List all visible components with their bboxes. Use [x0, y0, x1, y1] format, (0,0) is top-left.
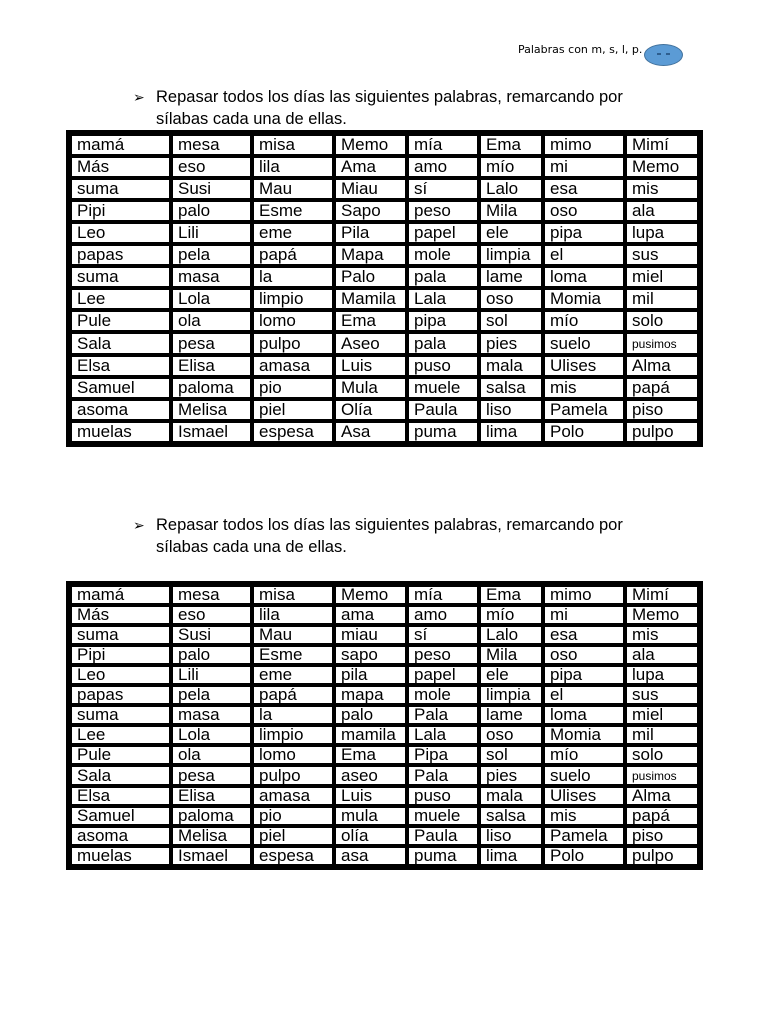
word-cell: limpia: [479, 244, 543, 266]
word-cell: Pipa: [407, 745, 479, 765]
word-cell: Polo: [543, 846, 625, 866]
word-cell: suma: [70, 705, 171, 725]
word-cell: mía: [407, 585, 479, 605]
word-cell: mimo: [543, 134, 625, 156]
word-cell: piso: [625, 826, 699, 846]
word-cell: esa: [543, 625, 625, 645]
word-cell: muelas: [70, 421, 171, 443]
word-cell: Paula: [407, 399, 479, 421]
word-cell: mula: [334, 806, 407, 826]
word-cell: mamá: [70, 585, 171, 605]
word-cell: Pule: [70, 310, 171, 332]
word-cell: pila: [334, 665, 407, 685]
word-cell: papas: [70, 244, 171, 266]
word-cell: lila: [252, 156, 334, 178]
word-cell: papá: [625, 377, 699, 399]
word-cell: lomo: [252, 310, 334, 332]
word-cell: Sala: [70, 765, 171, 786]
word-cell: liso: [479, 826, 543, 846]
word-cell: piel: [252, 399, 334, 421]
word-cell: Pila: [334, 222, 407, 244]
word-cell: Olía: [334, 399, 407, 421]
word-cell: asa: [334, 846, 407, 866]
word-cell: Alma: [625, 786, 699, 806]
table-row: [70, 288, 699, 310]
word-cell: oso: [479, 288, 543, 310]
word-cell: Elsa: [70, 786, 171, 806]
word-cell: asoma: [70, 399, 171, 421]
word-cell: suelo: [543, 765, 625, 786]
word-cell: Esme: [252, 645, 334, 665]
word-cell: pesa: [171, 765, 252, 786]
word-cell: pies: [479, 332, 543, 355]
word-cell: pulpo: [252, 765, 334, 786]
word-cell: Ema: [334, 310, 407, 332]
word-cell: sí: [407, 178, 479, 200]
word-cell: pulpo: [625, 846, 699, 866]
word-cell: Mapa: [334, 244, 407, 266]
word-cell: Elsa: [70, 355, 171, 377]
word-cell: papá: [252, 685, 334, 705]
word-cell: Pipi: [70, 200, 171, 222]
smiley-right-eye: [666, 53, 670, 55]
word-cell: sí: [407, 625, 479, 645]
word-table-1: [66, 130, 703, 447]
word-cell: Samuel: [70, 806, 171, 826]
word-cell: limpio: [252, 725, 334, 745]
word-cell: Lola: [171, 725, 252, 745]
instruction-text: Repasar todos los días las siguientes palabras, remarcando por sílabas cada una de ellas.: [156, 516, 623, 556]
word-cell: papel: [407, 665, 479, 685]
word-cell: lame: [479, 705, 543, 725]
word-cell: Lili: [171, 222, 252, 244]
arrow-bullet-icon: ➢: [133, 517, 145, 533]
word-cell: mamá: [70, 134, 171, 156]
table-row: [70, 826, 699, 846]
word-cell: mía: [407, 134, 479, 156]
word-cell: lupa: [625, 222, 699, 244]
word-cell: sus: [625, 244, 699, 266]
word-cell: mimo: [543, 585, 625, 605]
smiley-left-eye: [657, 53, 661, 55]
table-row: [70, 685, 699, 705]
word-cell: Luis: [334, 355, 407, 377]
word-cell: Momia: [543, 725, 625, 745]
word-cell: mi: [543, 605, 625, 625]
word-cell: Sala: [70, 332, 171, 355]
arrow-bullet-icon: ➢: [133, 89, 145, 105]
word-cell: Ismael: [171, 846, 252, 866]
word-cell: Ema: [479, 585, 543, 605]
word-cell: Lee: [70, 288, 171, 310]
word-cell: mil: [625, 288, 699, 310]
word-cell: papá: [625, 806, 699, 826]
table-row: [70, 355, 699, 377]
word-cell: loma: [543, 266, 625, 288]
word-cell: mío: [479, 605, 543, 625]
word-cell: mesa: [171, 585, 252, 605]
word-cell: mala: [479, 355, 543, 377]
word-cell: peso: [407, 645, 479, 665]
word-cell: ola: [171, 745, 252, 765]
word-cell: solo: [625, 745, 699, 765]
word-cell: peso: [407, 200, 479, 222]
word-cell: mis: [543, 377, 625, 399]
table-row: [70, 765, 699, 786]
table-row: [70, 786, 699, 806]
word-cell: Susi: [171, 625, 252, 645]
word-cell: Mau: [252, 625, 334, 645]
word-cell: pala: [407, 266, 479, 288]
word-cell: espesa: [252, 421, 334, 443]
word-cell: lima: [479, 846, 543, 866]
table-row: [70, 665, 699, 685]
word-cell: Ema: [479, 134, 543, 156]
word-cell: solo: [625, 310, 699, 332]
word-cell: Más: [70, 605, 171, 625]
word-cell: mío: [479, 156, 543, 178]
word-cell: ola: [171, 310, 252, 332]
word-cell: pies: [479, 765, 543, 786]
word-cell: paloma: [171, 806, 252, 826]
word-cell: Esme: [252, 200, 334, 222]
word-cell: mesa: [171, 134, 252, 156]
word-cell: Pala: [407, 705, 479, 725]
word-cell: muele: [407, 806, 479, 826]
table-row: [70, 178, 699, 200]
word-cell: puma: [407, 421, 479, 443]
word-cell: Leo: [70, 665, 171, 685]
page-header-title: Palabras con m, s, l, p.: [518, 43, 643, 56]
word-cell: misa: [252, 134, 334, 156]
word-cell: Mila: [479, 645, 543, 665]
word-cell: piel: [252, 826, 334, 846]
word-cell: puso: [407, 355, 479, 377]
word-cell: amasa: [252, 355, 334, 377]
word-cell: suelo: [543, 332, 625, 355]
table-row: [70, 625, 699, 645]
word-cell: eme: [252, 222, 334, 244]
word-cell: palo: [171, 645, 252, 665]
word-cell: muelas: [70, 846, 171, 866]
word-cell: sapo: [334, 645, 407, 665]
word-cell: suma: [70, 266, 171, 288]
word-cell: Lala: [407, 288, 479, 310]
word-cell: esa: [543, 178, 625, 200]
word-cell: Lee: [70, 725, 171, 745]
word-cell: lila: [252, 605, 334, 625]
word-cell: Alma: [625, 355, 699, 377]
word-cell: lame: [479, 266, 543, 288]
word-cell: Pamela: [543, 399, 625, 421]
word-cell: mi: [543, 156, 625, 178]
table-row: [70, 806, 699, 826]
word-cell: miel: [625, 266, 699, 288]
word-cell: Asa: [334, 421, 407, 443]
word-cell: Lalo: [479, 625, 543, 645]
word-cell: papel: [407, 222, 479, 244]
smiley-face-icon: [644, 44, 683, 66]
word-cell: asoma: [70, 826, 171, 846]
word-cell: Sapo: [334, 200, 407, 222]
word-cell: Memo: [625, 156, 699, 178]
word-cell: pusimos: [625, 765, 699, 786]
instruction-2: [133, 514, 676, 558]
word-cell: ala: [625, 200, 699, 222]
word-cell: puso: [407, 786, 479, 806]
word-cell: la: [252, 705, 334, 725]
word-cell: Aseo: [334, 332, 407, 355]
word-cell: el: [543, 685, 625, 705]
word-cell: Memo: [625, 605, 699, 625]
word-cell: mis: [625, 178, 699, 200]
word-cell: lupa: [625, 665, 699, 685]
word-cell: loma: [543, 705, 625, 725]
word-cell: Leo: [70, 222, 171, 244]
table-row: [70, 377, 699, 399]
word-cell: Melisa: [171, 399, 252, 421]
word-cell: Polo: [543, 421, 625, 443]
word-cell: Ulises: [543, 355, 625, 377]
word-cell: misa: [252, 585, 334, 605]
word-cell: pipa: [407, 310, 479, 332]
word-cell: mapa: [334, 685, 407, 705]
word-cell: amo: [407, 156, 479, 178]
word-cell: suma: [70, 178, 171, 200]
word-cell: Paula: [407, 826, 479, 846]
word-cell: limpio: [252, 288, 334, 310]
word-cell: Mau: [252, 178, 334, 200]
table-row: [70, 585, 699, 605]
word-cell: aseo: [334, 765, 407, 786]
word-table-2: [66, 581, 703, 870]
word-cell: oso: [543, 200, 625, 222]
word-cell: el: [543, 244, 625, 266]
word-cell: salsa: [479, 806, 543, 826]
word-cell: mole: [407, 685, 479, 705]
word-cell: eso: [171, 156, 252, 178]
word-cell: Ema: [334, 745, 407, 765]
word-cell: Miau: [334, 178, 407, 200]
word-cell: limpia: [479, 685, 543, 705]
word-cell: papas: [70, 685, 171, 705]
word-cell: Pipi: [70, 645, 171, 665]
word-cell: pusimos: [625, 332, 699, 355]
word-cell: Lola: [171, 288, 252, 310]
word-cell: la: [252, 266, 334, 288]
word-cell: Mula: [334, 377, 407, 399]
word-cell: pela: [171, 244, 252, 266]
instruction-1: [133, 86, 676, 130]
word-cell: Lili: [171, 665, 252, 685]
word-cell: liso: [479, 399, 543, 421]
word-cell: suma: [70, 625, 171, 645]
word-cell: Elisa: [171, 355, 252, 377]
word-cell: masa: [171, 266, 252, 288]
word-cell: ele: [479, 222, 543, 244]
word-cell: Mimí: [625, 134, 699, 156]
word-cell: mis: [543, 806, 625, 826]
word-cell: eme: [252, 665, 334, 685]
word-cell: Ismael: [171, 421, 252, 443]
word-cell: muele: [407, 377, 479, 399]
word-cell: amasa: [252, 786, 334, 806]
word-cell: sus: [625, 685, 699, 705]
word-cell: oso: [543, 645, 625, 665]
word-cell: pulpo: [625, 421, 699, 443]
table-row: [70, 725, 699, 745]
table-row: [70, 705, 699, 725]
table-row: [70, 222, 699, 244]
word-cell: sol: [479, 745, 543, 765]
word-cell: mis: [625, 625, 699, 645]
word-cell: pipa: [543, 222, 625, 244]
word-cell: Pala: [407, 765, 479, 786]
table-row: [70, 244, 699, 266]
word-cell: papá: [252, 244, 334, 266]
word-cell: mío: [543, 745, 625, 765]
word-cell: pipa: [543, 665, 625, 685]
word-cell: ama: [334, 605, 407, 625]
word-cell: ele: [479, 665, 543, 685]
word-cell: masa: [171, 705, 252, 725]
word-cell: mala: [479, 786, 543, 806]
word-cell: eso: [171, 605, 252, 625]
word-cell: Memo: [334, 134, 407, 156]
word-cell: miel: [625, 705, 699, 725]
word-cell: Lala: [407, 725, 479, 745]
word-cell: Elisa: [171, 786, 252, 806]
table-row: [70, 745, 699, 765]
word-cell: Luis: [334, 786, 407, 806]
table-row: [70, 134, 699, 156]
instruction-text: Repasar todos los días las siguientes palabras, remarcando por sílabas cada una de ellas.: [156, 88, 623, 128]
word-cell: miau: [334, 625, 407, 645]
word-cell: lomo: [252, 745, 334, 765]
word-cell: Pamela: [543, 826, 625, 846]
word-cell: Pule: [70, 745, 171, 765]
word-cell: mole: [407, 244, 479, 266]
word-cell: pesa: [171, 332, 252, 355]
word-cell: mío: [543, 310, 625, 332]
word-cell: ala: [625, 645, 699, 665]
table-row: [70, 605, 699, 625]
word-cell: piso: [625, 399, 699, 421]
word-cell: oso: [479, 725, 543, 745]
word-cell: salsa: [479, 377, 543, 399]
word-cell: lima: [479, 421, 543, 443]
word-cell: Palo: [334, 266, 407, 288]
word-cell: Memo: [334, 585, 407, 605]
word-cell: Mimí: [625, 585, 699, 605]
word-cell: Momia: [543, 288, 625, 310]
table-row: [70, 200, 699, 222]
table-row: [70, 645, 699, 665]
word-cell: pela: [171, 685, 252, 705]
word-cell: pio: [252, 806, 334, 826]
word-cell: espesa: [252, 846, 334, 866]
word-cell: puma: [407, 846, 479, 866]
word-cell: Mamila: [334, 288, 407, 310]
word-cell: Susi: [171, 178, 252, 200]
word-cell: mamila: [334, 725, 407, 745]
word-cell: sol: [479, 310, 543, 332]
word-cell: olía: [334, 826, 407, 846]
word-cell: Ama: [334, 156, 407, 178]
table-row: [70, 399, 699, 421]
word-cell: Mila: [479, 200, 543, 222]
table-row: [70, 421, 699, 443]
word-cell: palo: [334, 705, 407, 725]
table-row: [70, 156, 699, 178]
word-cell: Samuel: [70, 377, 171, 399]
word-cell: paloma: [171, 377, 252, 399]
table-row: [70, 846, 699, 866]
word-cell: Lalo: [479, 178, 543, 200]
word-cell: pulpo: [252, 332, 334, 355]
word-cell: amo: [407, 605, 479, 625]
word-cell: pala: [407, 332, 479, 355]
word-cell: Melisa: [171, 826, 252, 846]
table-row: [70, 266, 699, 288]
word-cell: palo: [171, 200, 252, 222]
table-row: [70, 332, 699, 355]
word-cell: Más: [70, 156, 171, 178]
word-cell: Ulises: [543, 786, 625, 806]
table-row: [70, 310, 699, 332]
word-cell: pio: [252, 377, 334, 399]
word-cell: mil: [625, 725, 699, 745]
